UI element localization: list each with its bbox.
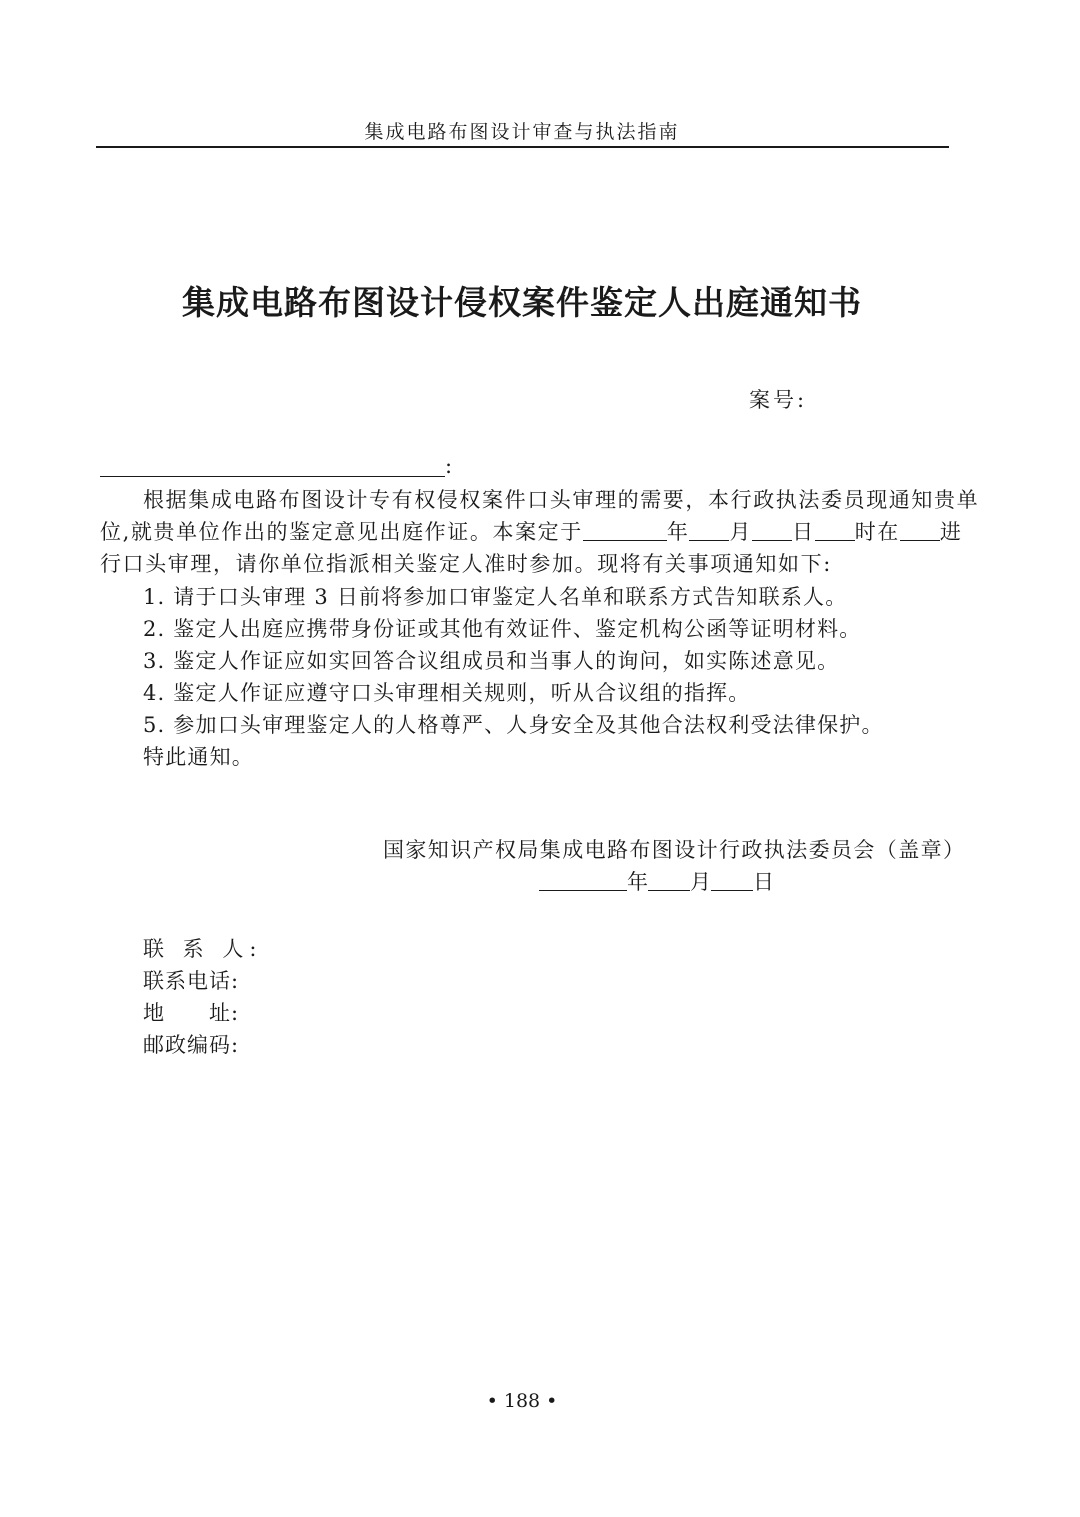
hearing-day-blank[interactable] bbox=[752, 522, 792, 541]
list-item: 5. 参加口头审理鉴定人的人格尊严、人身安全及其他合法权利受法律保护。 bbox=[143, 713, 884, 737]
postal-code-label: 邮政编码: bbox=[143, 1033, 240, 1057]
hearing-month-blank[interactable] bbox=[689, 522, 729, 541]
address-label: 地 址: bbox=[143, 1001, 240, 1025]
sign-year-label: 年 bbox=[627, 870, 648, 894]
month-label: 月 bbox=[729, 520, 753, 544]
running-head: 集成电路布图设计审查与执法指南 bbox=[364, 121, 680, 143]
case-number-label: 案号: bbox=[749, 388, 808, 412]
body-line-2-end: 进 bbox=[939, 520, 963, 544]
sign-year-blank[interactable] bbox=[539, 872, 627, 891]
day-label: 日 bbox=[792, 520, 815, 544]
page-number: • 188 • bbox=[486, 1390, 558, 1412]
signature-date bbox=[539, 866, 774, 896]
hearing-year-blank[interactable] bbox=[583, 522, 667, 541]
document-title: 集成电路布图设计侵权案件鉴定人出庭通知书 bbox=[182, 283, 862, 322]
body-line-2 bbox=[100, 516, 963, 546]
hearing-place-blank[interactable] bbox=[900, 522, 940, 541]
body-line-2-text: 位,就贵单位作出的鉴定意见出庭作证。本案定于 bbox=[100, 520, 583, 544]
sign-day-label: 日 bbox=[753, 870, 774, 894]
addressee-colon: : bbox=[445, 454, 453, 478]
closing-text: 特此通知。 bbox=[143, 745, 254, 769]
list-item: 2. 鉴定人出庭应携带身份证或其他有效证件、鉴定机构公函等证明材料。 bbox=[143, 617, 862, 641]
header-rule bbox=[96, 146, 949, 148]
addressee-blank[interactable] bbox=[100, 476, 445, 477]
addressee-line bbox=[100, 454, 452, 478]
contact-person-label: 联 系 人: bbox=[143, 937, 263, 961]
list-item: 3. 鉴定人作证应如实回答合议组成员和当事人的询问，如实陈述意见。 bbox=[143, 649, 840, 673]
hearing-hour-blank[interactable] bbox=[815, 522, 855, 541]
sign-month-blank[interactable] bbox=[648, 872, 690, 891]
list-item: 4. 鉴定人作证应遵守口头审理相关规则，听从合议组的指挥。 bbox=[143, 681, 751, 705]
sign-month-label: 月 bbox=[690, 870, 711, 894]
signature-org: 国家知识产权局集成电路布图设计行政执法委员会（盖章） bbox=[383, 838, 966, 862]
year-label: 年 bbox=[666, 520, 690, 544]
hour-label: 时在 bbox=[854, 520, 900, 544]
list-item: 1. 请于口头审理 3 日前将参加口审鉴定人名单和联系方式告知联系人。 bbox=[143, 585, 848, 609]
sign-day-blank[interactable] bbox=[711, 872, 753, 891]
body-line-1: 根据集成电路布图设计专有权侵权案件口头审理的需要，本行政执法委员现通知贵单 bbox=[143, 488, 980, 512]
contact-phone-label: 联系电话: bbox=[143, 969, 240, 993]
body-line-3: 行口头审理，请你单位指派相关鉴定人准时参加。现将有关事项通知如下: bbox=[100, 552, 832, 576]
